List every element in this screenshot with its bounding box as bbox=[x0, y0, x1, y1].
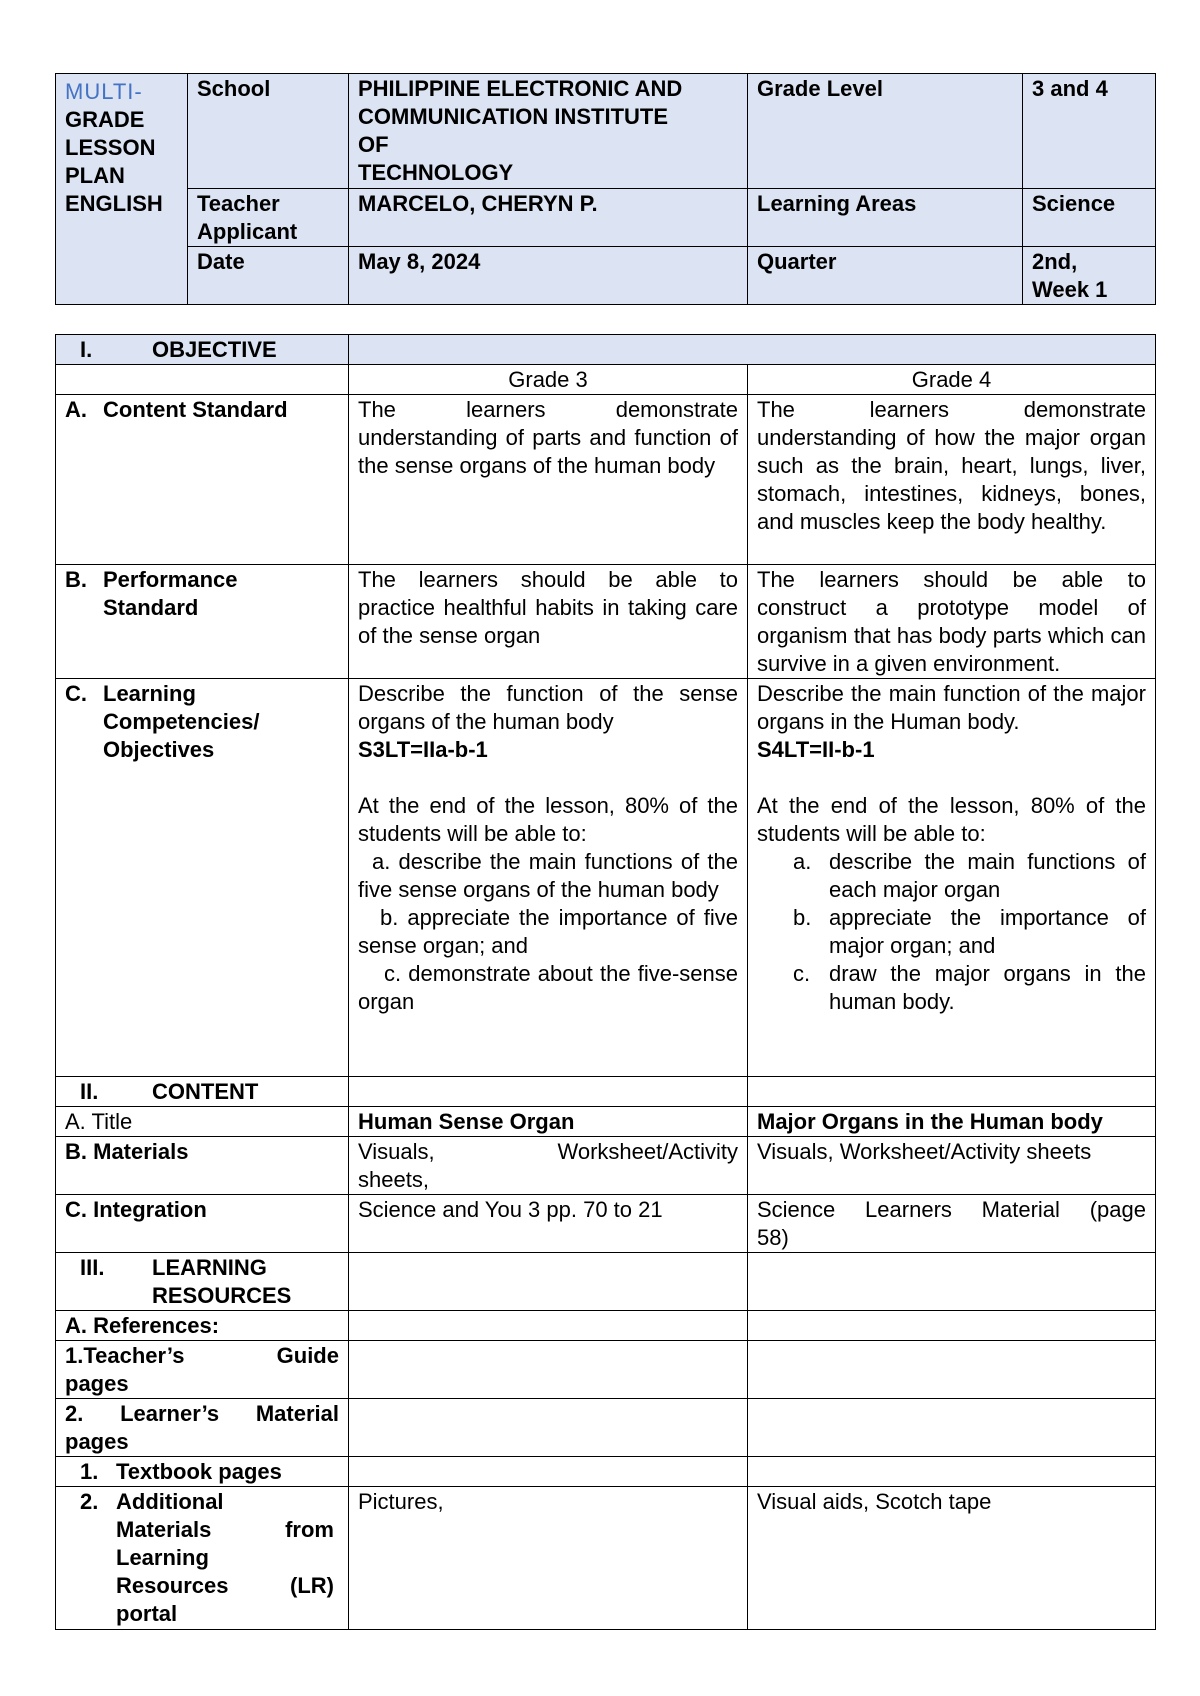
quarter-value: 2nd, Week 1 bbox=[1023, 247, 1156, 305]
integration-label: C. Integration bbox=[56, 1195, 349, 1253]
title-g4: Major Organs in the Human body bbox=[748, 1107, 1156, 1137]
textbook-pages-g3 bbox=[349, 1457, 748, 1487]
references-g3 bbox=[349, 1311, 748, 1341]
grade-label: GRADE bbox=[65, 107, 145, 132]
lesson-plan-table bbox=[55, 334, 1156, 1630]
plan-label: PLAN bbox=[65, 163, 125, 188]
content-heading-g4 bbox=[748, 1077, 1156, 1107]
learning-resources-g3 bbox=[349, 1253, 748, 1311]
competencies-g3 bbox=[349, 679, 748, 1077]
performance-standard-g4: The learners should be able to construct a prototype model of organism that has body parts which can survive in a given environment. bbox=[748, 565, 1156, 679]
date-value: May 8, 2024 bbox=[349, 247, 748, 305]
materials-label: B. Materials bbox=[56, 1137, 349, 1195]
content-standard-g4: The learners demonstrate understanding of how the major organ such as the brain, heart, lungs, liver, stomach, intestines, kidneys, bones, and muscles keep the body healthy. bbox=[748, 395, 1156, 565]
grade-level-value: 3 and 4 bbox=[1023, 74, 1156, 189]
performance-standard-g3: The learners should be able to practice healthful habits in taking care of the sense organ bbox=[349, 565, 748, 679]
references-g4 bbox=[748, 1311, 1156, 1341]
textbook-pages-label: 1. Textbook pages bbox=[56, 1457, 349, 1487]
header-table bbox=[55, 73, 1156, 305]
integration-g3: Science and You 3 pp. 70 to 21 bbox=[349, 1195, 748, 1253]
textbook-pages-g4 bbox=[748, 1457, 1156, 1487]
title-g3: Human Sense Organ bbox=[349, 1107, 748, 1137]
grade3-header: Grade 3 bbox=[349, 365, 748, 395]
learners-material-g3 bbox=[349, 1399, 748, 1457]
learning-areas-label: Learning Areas bbox=[748, 189, 1023, 247]
additional-materials-label: 2. Additional Materials from Learning Resources (LR) portal bbox=[56, 1487, 349, 1630]
learning-resources-heading: III. LEARNING RESOURCES bbox=[56, 1253, 349, 1311]
competency-g3-item-c: c. demonstrate about the five-sense organ bbox=[358, 961, 738, 1014]
additional-materials-g4: Visual aids, Scotch tape bbox=[748, 1487, 1156, 1630]
competency-g4-code: S4LT=II-b-1 bbox=[757, 737, 875, 762]
competency-g4-item-b: b. appreciate the importance of major organ; and bbox=[793, 905, 1146, 958]
objective-heading: I. OBJECTIVE bbox=[56, 335, 349, 365]
performance-standard-label: B. Performance Standard bbox=[56, 565, 349, 679]
additional-materials-g3: Pictures, bbox=[349, 1487, 748, 1630]
competency-g4-list bbox=[757, 848, 1146, 1016]
competency-g4-item-a: a. describe the main functions of each major organ bbox=[793, 849, 1146, 902]
plan-type-cell bbox=[56, 74, 188, 305]
school-value: PHILIPPINE ELECTRONIC AND COMMUNICATION INSTITUTE OF TECHNOLOGY bbox=[349, 74, 748, 189]
competencies-g4 bbox=[748, 679, 1156, 1077]
learning-areas-value: Science bbox=[1023, 189, 1156, 247]
learners-material-label: 2. Learner’s Material pages bbox=[56, 1399, 349, 1457]
learning-resources-g4 bbox=[748, 1253, 1156, 1311]
teacher-label: Teacher Applicant bbox=[188, 189, 349, 247]
grade4-header: Grade 4 bbox=[748, 365, 1156, 395]
teachers-guide-label: 1.Teacher’s Guide pages bbox=[56, 1341, 349, 1399]
grade-level-label: Grade Level bbox=[748, 74, 1023, 189]
teachers-guide-g4 bbox=[748, 1341, 1156, 1399]
english-label: ENGLISH bbox=[65, 191, 163, 216]
materials-g3: Visuals, Worksheet/Activity sheets, bbox=[349, 1137, 748, 1195]
competency-g3-desc: Describe the function of the sense organs of the human body bbox=[358, 681, 738, 734]
integration-g4: Science Learners Material (page 58) bbox=[748, 1195, 1156, 1253]
competency-g4-desc: Describe the main function of the major organs in the Human body. bbox=[757, 681, 1146, 734]
multi-label: MULTI- bbox=[65, 79, 143, 104]
competencies-label: C. Learning Competencies/ Objectives bbox=[56, 679, 349, 1077]
competency-g4-item-c: c. draw the major organs in the human body. bbox=[793, 961, 1146, 1014]
competency-g3-intro: At the end of the lesson, 80% of the students will be able to: bbox=[358, 793, 738, 846]
competency-g3-item-a: a. describe the main functions of the five sense organs of the human body bbox=[358, 849, 738, 902]
competency-g3-code: S3LT=IIa-b-1 bbox=[358, 737, 488, 762]
title-label: A. Title bbox=[56, 1107, 349, 1137]
teachers-guide-g3 bbox=[349, 1341, 748, 1399]
objective-heading-fill bbox=[349, 335, 1156, 365]
school-label: School bbox=[188, 74, 349, 189]
teacher-value: MARCELO, CHERYN P. bbox=[349, 189, 748, 247]
content-standard-g3: The learners demonstrate understanding of parts and function of the sense organs of the human body bbox=[349, 395, 748, 565]
quarter-label: Quarter bbox=[748, 247, 1023, 305]
lesson-label: LESSON bbox=[65, 135, 156, 160]
learners-material-g4 bbox=[748, 1399, 1156, 1457]
grade-header-blank bbox=[56, 365, 349, 395]
competency-g3-item-b: b. appreciate the importance of five sense organ; and bbox=[358, 905, 738, 958]
references-label: A. References: bbox=[56, 1311, 349, 1341]
content-heading-g3 bbox=[349, 1077, 748, 1107]
date-label: Date bbox=[188, 247, 349, 305]
competency-g4-intro: At the end of the lesson, 80% of the students will be able to: bbox=[757, 793, 1146, 846]
content-heading: II. CONTENT bbox=[56, 1077, 349, 1107]
content-standard-label: A. Content Standard bbox=[56, 395, 349, 565]
materials-g4: Visuals, Worksheet/Activity sheets bbox=[748, 1137, 1156, 1195]
